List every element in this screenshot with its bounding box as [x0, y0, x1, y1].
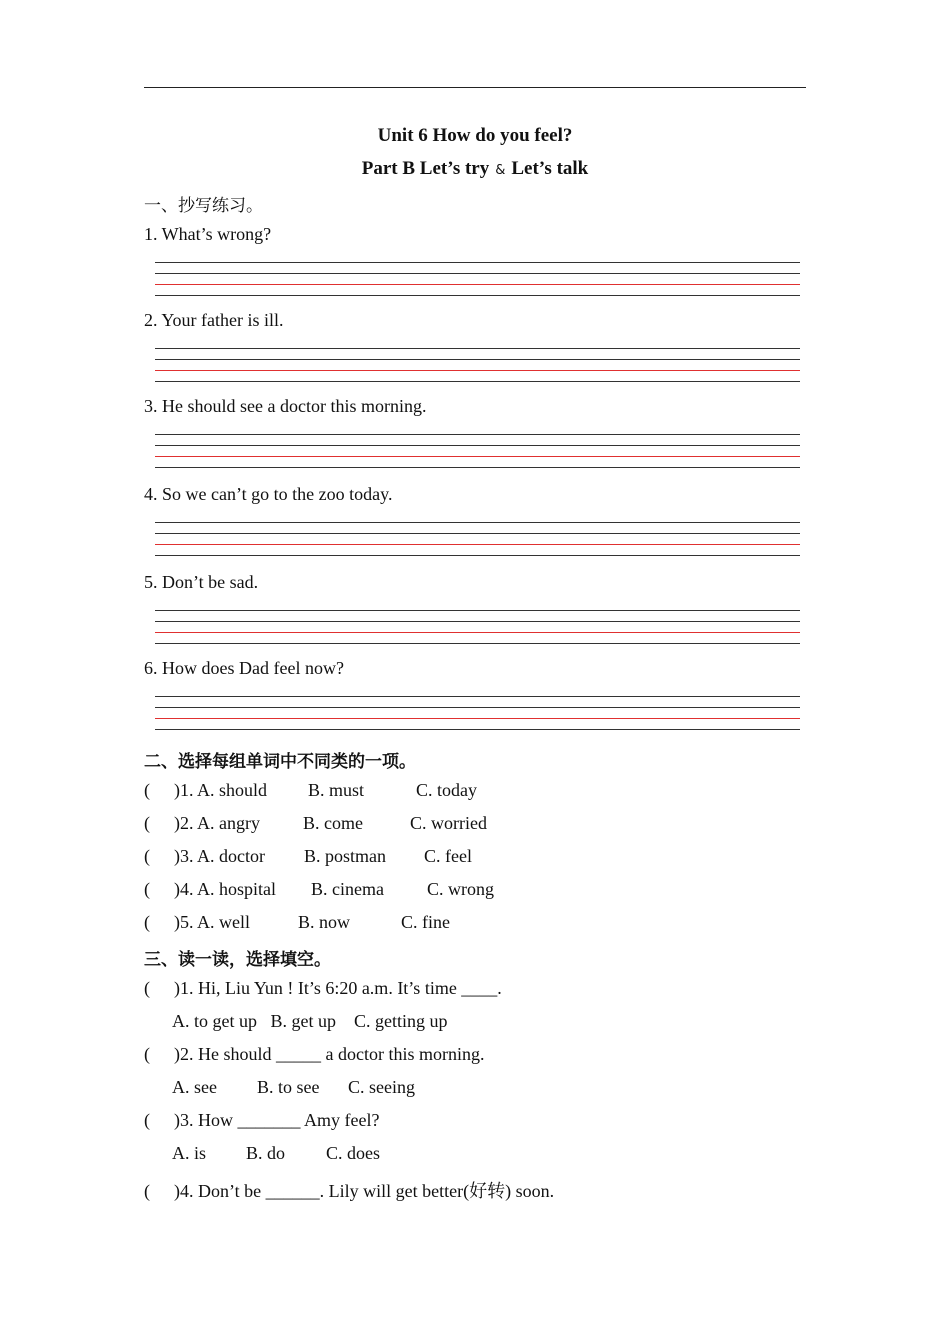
fill-question-1-options: A. to get up B. get up C. getting up — [172, 1011, 448, 1031]
writing-line — [155, 467, 800, 468]
writing-line — [155, 610, 800, 611]
choice-item-4-b: B. cinema — [311, 879, 384, 899]
choice-item-1-b: B. must — [308, 780, 365, 800]
copy-item-1: 1. What’s wrong? — [144, 224, 272, 244]
fill-question-3: ( )3. How _______ Amy feel? — [144, 1110, 380, 1130]
fill-question-4: ( )4. Don’t be ______. Lily will get better(好转) soon. — [144, 1181, 555, 1201]
choice-item-1: ( )1. A. should — [144, 780, 268, 800]
subtitle-right: Let’s talk — [511, 158, 589, 179]
fill-question-2-b: B. to see — [257, 1077, 320, 1097]
writing-line-red — [155, 632, 800, 633]
writing-line — [155, 434, 800, 435]
section2-heading: 二、选择每组单词中不同类的一项。 — [144, 752, 416, 772]
writing-line-red — [155, 718, 800, 719]
writing-line — [155, 533, 800, 534]
fill-question-3-c: C. does — [326, 1143, 380, 1163]
fill-question-1: ( )1. Hi, Liu Yun ! It’s 6:20 a.m. It’s time ____. — [144, 978, 502, 998]
writing-line — [155, 295, 800, 296]
top-rule — [144, 87, 806, 88]
writing-line-red — [155, 284, 800, 285]
writing-line — [155, 729, 800, 730]
writing-line — [155, 621, 800, 622]
answer-paren[interactable]: ( — [144, 1110, 150, 1130]
fill-question-2-a: A. see — [172, 1077, 217, 1097]
choice-item-4-c: C. wrong — [427, 879, 494, 899]
writing-line — [155, 381, 800, 382]
fill-question-3-b: B. do — [246, 1143, 286, 1163]
writing-line-red — [155, 544, 800, 545]
subtitle-left: Part B Let’s try — [361, 158, 490, 179]
writing-line — [155, 359, 800, 360]
section1-heading: 一、抄写练习。 — [144, 196, 263, 216]
choice-item-3: ( )3. A. doctor — [144, 846, 265, 866]
choice-item-2: ( )2. A. angry — [144, 813, 260, 833]
fill-question-3-a: A. is — [172, 1143, 207, 1163]
choice-item-4: ( )4. A. hospital — [144, 879, 276, 899]
choice-item-3-c: C. feel — [424, 846, 472, 866]
writing-line-red — [155, 456, 800, 457]
writing-line-red — [155, 370, 800, 371]
writing-line — [155, 643, 800, 644]
writing-line — [155, 522, 800, 523]
copy-item-5: 5. Don’t be sad. — [144, 572, 259, 592]
writing-line — [155, 696, 800, 697]
choice-item-5-b: B. now — [298, 912, 351, 932]
fill-question-2: ( )2. He should _____ a doctor this morning. — [144, 1044, 485, 1064]
copy-item-6: 6. How does Dad feel now? — [144, 658, 344, 678]
fill-question-2-c: C. seeing — [348, 1077, 415, 1097]
choice-item-2-c: C. worried — [410, 813, 487, 833]
choice-item-1-c: C. today — [416, 780, 477, 800]
choice-item-5-c: C. fine — [401, 912, 450, 932]
choice-item-3-b: B. postman — [304, 846, 387, 866]
answer-paren[interactable]: ( — [144, 846, 150, 866]
writing-line — [155, 348, 800, 349]
writing-line — [155, 555, 800, 556]
page-title: Unit 6 How do you feel? — [377, 125, 573, 146]
section3-heading: 三、读一读，选择填空。 — [144, 950, 331, 970]
copy-item-3: 3. He should see a doctor this morning. — [144, 396, 427, 416]
page-subtitle — [0, 158, 950, 180]
choice-item-5: ( )5. A. well — [144, 912, 250, 932]
answer-paren[interactable]: ( — [144, 1044, 150, 1064]
writing-line — [155, 707, 800, 708]
answer-paren[interactable]: ( — [144, 1181, 150, 1201]
answer-paren[interactable]: ( — [144, 879, 150, 899]
subtitle-amp: & — [495, 163, 506, 178]
copy-item-2: 2. Your father is ill. — [144, 310, 284, 330]
writing-line — [155, 445, 800, 446]
writing-line — [155, 262, 800, 263]
answer-paren[interactable]: ( — [144, 912, 150, 932]
answer-paren[interactable]: ( — [144, 813, 150, 833]
answer-paren[interactable]: ( — [144, 780, 150, 800]
writing-line — [155, 273, 800, 274]
copy-item-4: 4. So we can’t go to the zoo today. — [144, 484, 393, 504]
choice-item-2-b: B. come — [303, 813, 363, 833]
answer-paren[interactable]: ( — [144, 978, 150, 998]
